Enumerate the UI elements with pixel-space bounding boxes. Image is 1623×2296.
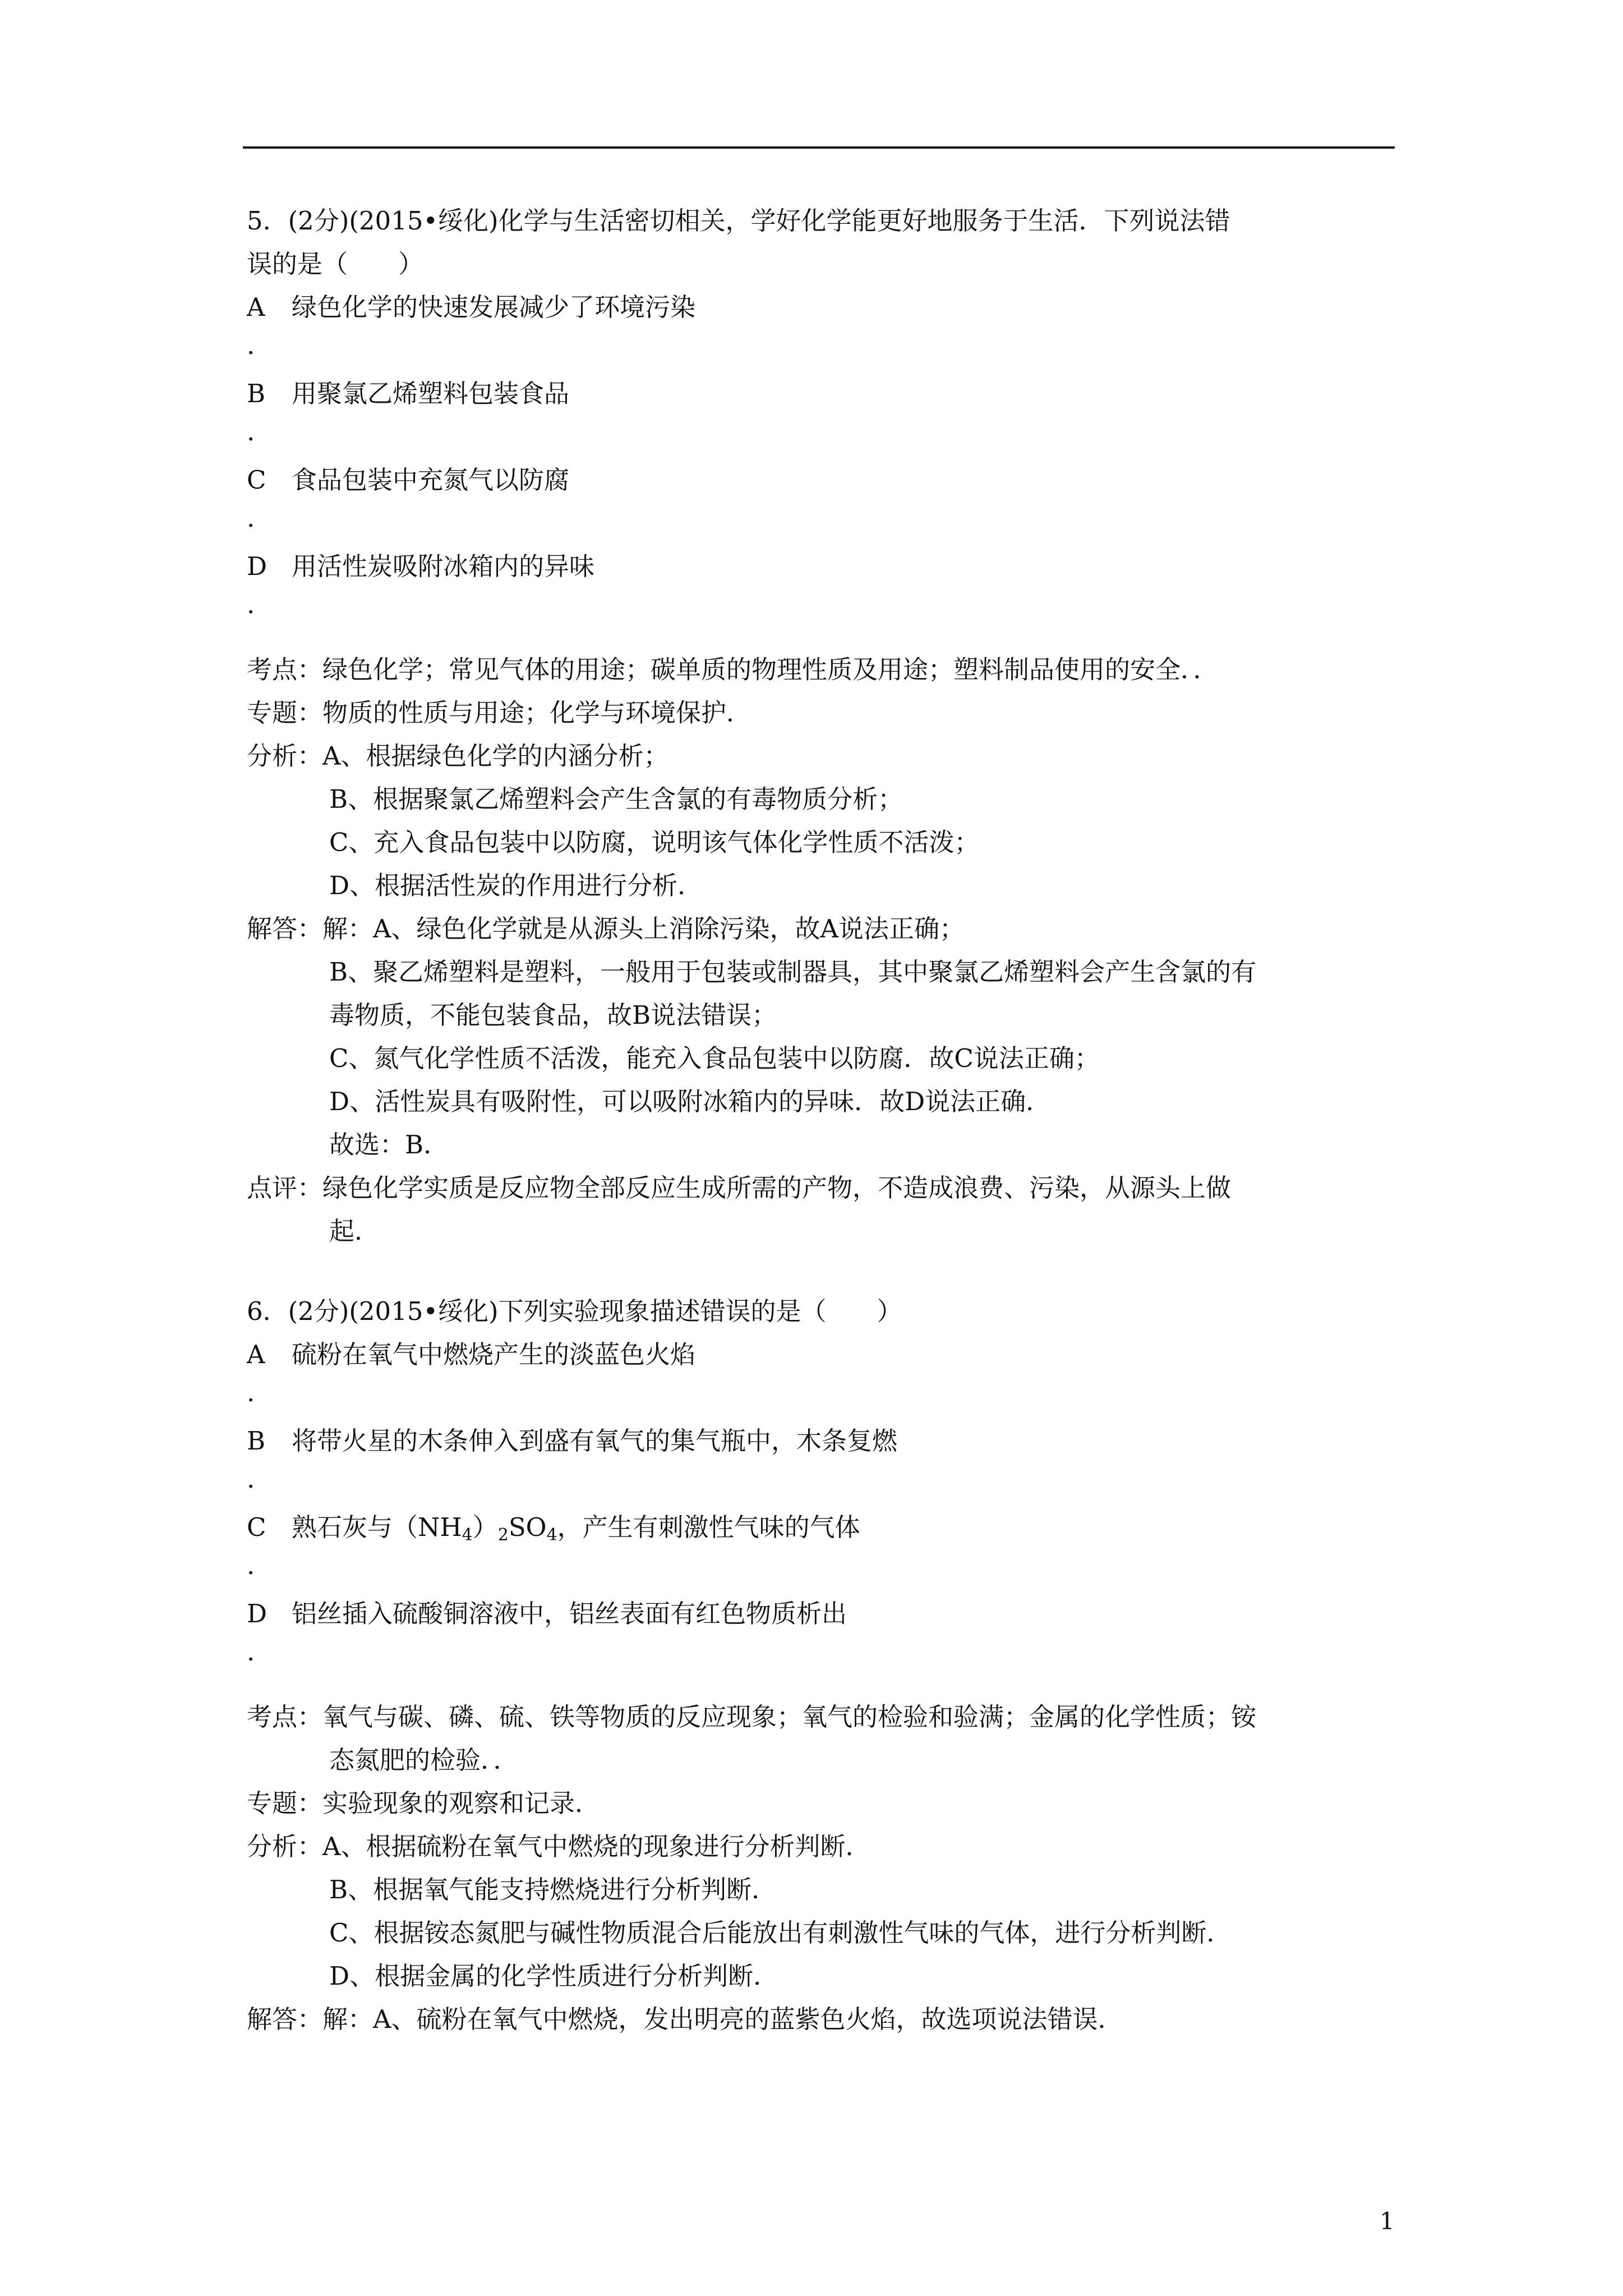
option-letter: C (247, 1512, 266, 1542)
option-text: 铝丝插入硫酸铜溶液中，铝丝表面有红色物质析出 (292, 1599, 847, 1628)
option-d (247, 1592, 1402, 1635)
option-c (247, 1506, 1402, 1549)
jieda-line: 毒物质，不能包装食品，故B说法错误； (329, 1000, 777, 1030)
option-letter: A (247, 292, 265, 322)
page-content (247, 199, 1402, 2041)
option-text-mid2: SO (508, 1512, 547, 1542)
option-b (247, 372, 1402, 415)
dianping-line: 起． (329, 1216, 380, 1246)
jieda-line: 解答：解：A、硫粉在氧气中燃烧，发出明亮的蓝紫色火焰，故选项说法错误． (247, 2004, 1123, 2034)
option-text: 用活性炭吸附冰箱内的异味 (292, 551, 595, 581)
option-a (247, 286, 1402, 329)
page-number: 1 (1380, 2207, 1395, 2235)
jieda-line: 故选：B． (329, 1130, 449, 1159)
jieda-line: D、活性炭具有吸附性，可以吸附冰箱内的异味．故D说法正确． (329, 1087, 1052, 1116)
option-a (247, 1333, 1402, 1376)
kaodian: 态氮肥的检验．． (329, 1745, 519, 1775)
question-5 (247, 199, 1402, 1253)
question-stem-line: 5．(2分)(2015•绥化)化学与生活密切相关，学好化学能更好地服务于生活．下列说法错 (247, 206, 1230, 236)
header-rule (243, 146, 1395, 149)
subscript: 4 (462, 1525, 473, 1545)
dianping-line: 点评：绿色化学实质是反应物全部反应生成所需的产物，不造成浪费、污染，从源头上做 (247, 1173, 1232, 1203)
option-text: 绿色化学的快速发展减少了环境污染 (292, 292, 696, 322)
fenxi-line: D、根据金属的化学性质进行分析判断． (329, 1961, 779, 1991)
option-letter: B (247, 379, 266, 408)
fenxi-line: 分析：A、根据绿色化学的内涵分析； (247, 741, 669, 771)
jieda-line: B、聚乙烯塑料是塑料，一般用于包装或制器具，其中聚氯乙烯塑料会产生含氯的有 (329, 957, 1257, 987)
jieda-line: C、氮气化学性质不活泼，能充入食品包装中以防腐．故C说法正确； (329, 1043, 1100, 1073)
option-letter: C (247, 465, 266, 495)
option-dot: . (247, 1378, 255, 1407)
option-b (247, 1419, 1402, 1462)
option-dot: . (247, 503, 255, 533)
option-dot: . (247, 1464, 255, 1494)
zhuanti: 专题：实验现象的观察和记录． (247, 1788, 601, 1818)
subscript: 2 (497, 1525, 509, 1545)
option-c (247, 458, 1402, 501)
option-letter: B (247, 1426, 266, 1456)
option-dot: . (247, 590, 255, 619)
question-6 (247, 1290, 1402, 2041)
option-text: 用聚氯乙烯塑料包装食品 (292, 379, 570, 408)
option-dot: . (247, 1550, 255, 1580)
option-text: 硫粉在氧气中燃烧产生的淡蓝色火焰 (292, 1340, 696, 1369)
option-text-post: ，产生有刺激性气味的气体 (557, 1512, 860, 1542)
option-text-mid: ） (472, 1512, 498, 1542)
option-dot: . (247, 417, 255, 447)
kaodian: 考点：绿色化学；常见气体的用途；碳单质的物理性质及用途；塑料制品使用的安全．． (247, 655, 1219, 684)
question-stem-line: 6．(2分)(2015•绥化)下列实验现象描述错误的是（ ） (247, 1296, 902, 1326)
fenxi-line: 分析：A、根据硫粉在氧气中燃烧的现象进行分析判断． (247, 1832, 871, 1861)
fenxi-line: C、充入食品包装中以防腐，说明该气体化学性质不活泼； (329, 827, 980, 857)
fenxi-line: C、根据铵态氮肥与碱性物质混合后能放出有刺激性气味的气体，进行分析判断． (329, 1918, 1232, 1948)
option-text: 食品包装中充氮气以防腐 (292, 465, 570, 495)
option-d (247, 545, 1402, 588)
option-text-pre: 熟石灰与（NH (292, 1512, 462, 1542)
subscript: 4 (546, 1525, 557, 1545)
fenxi-line: B、根据氧气能支持燃烧进行分析判断． (329, 1875, 777, 1904)
zhuanti: 专题：物质的性质与用途；化学与环境保护． (247, 698, 752, 728)
jieda-line: 解答：解：A、绿色化学就是从源头上消除污染，故A说法正确； (247, 914, 965, 944)
kaodian: 考点：氧气与碳、磷、硫、铁等物质的反应现象；氧气的检验和验满；金属的化学性质；铵 (247, 1702, 1257, 1732)
fenxi-line: D、根据活性炭的作用进行分析． (329, 871, 703, 900)
option-letter: D (247, 551, 268, 581)
fenxi-line: B、根据聚氯乙烯塑料会产生含氯的有毒物质分析； (329, 784, 903, 814)
option-letter: A (247, 1340, 265, 1369)
option-letter: D (247, 1599, 268, 1628)
option-dot: . (247, 1637, 255, 1667)
option-dot: . (247, 330, 255, 360)
question-stem-line: 误的是（ ） (247, 249, 424, 279)
option-text: 将带火星的木条伸入到盛有氧气的集气瓶中，木条复燃 (292, 1426, 898, 1456)
